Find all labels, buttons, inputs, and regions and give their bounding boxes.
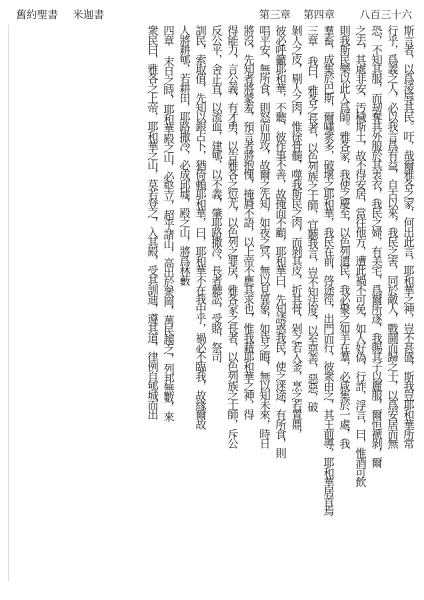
text-column: 剝人之皮，剔人之肉，惟徐骨髓，噬我斯民之肉，而剝其皮，折其骨，剁之若入釜，烹之若置鼎， [290, 25, 303, 438]
text-column: 人將耕郇，若耕田，耶路撒冷，必成邱墟，殿之山，將爲林藪 [178, 25, 191, 285]
text-column: 則我斯民樂以此人爲師。雅各家，我使之慶至，以色列遺民，我必聚之如羊在羣，必咸集於一處，我 [338, 25, 351, 448]
chapter-next-label: 第四章 [303, 9, 335, 21]
text-column: 三章 我曰，雅各之長者，以色列族之士師，宜聽我言，豈不知法度，以至惡善，惡惡，破 [306, 25, 319, 412]
chapter-label: 第三章 [259, 9, 291, 21]
book-title: 舊約聖書 [16, 9, 58, 21]
text-column: 將沒，先知者將蒙羞，預言者將抱愧，掩脣不語，以上帝不應其求也，惟我藉耶和華之神，得 [242, 25, 255, 419]
vertical-text-body [10, 25, 416, 581]
text-column: 衆民曰，雅各之上帝，耶和華之山，莫若登之，入其殿，受其訓迪，遵其道，律例自郇城而出 [146, 25, 159, 419]
text-column: 行乎，爲義之人，必以我言爲有益，自古以來，我民之害，同於敵人，戰鬪而歸之士，以爲安居而無 [386, 25, 399, 448]
margin-rule [8, 25, 9, 581]
text-column: 彼必呼籲耶和華，不聽，彼作事不善，故掩面不顧，耶和華曰，先知誘惑我民，使之迷途，有所食，則 [274, 25, 287, 458]
text-column: 斯言者，以爲淩辱其民。吁，哉爾雅各之家，何出此言，耶和華之神，豈不甚盛，斯我豈耶和華所常 [402, 25, 415, 448]
text-column: 訓民，索取值，先知以銀占卜，猶倚賴耶和華，曰，耶和華不在我中乎，禍必不臨我，故緣爾故 [194, 25, 207, 429]
text-column: 之去，其處非安，汚穢斯土，故不得安居，當往他方，遭此禍不可免，如人好偽，行詐，浮言，曰，惟酒可飲 [354, 25, 367, 486]
book-name: 米迦書 [72, 9, 105, 21]
text-column: 羣畜，成集於巴斯，爾嘯衆多，破壞之耶和華，我民在前，啓途徑，出門而行，彼衆由之，其王前導，耶和華居首焉 [322, 25, 335, 515]
text-column: 四章 末日之時，耶和華殿之山，必堅立，超乎諸山，高出於衆岡，萬民趨之，列邦無數，來 [162, 25, 175, 421]
page-frame [8, 10, 418, 588]
text-column: 反公平，舍正直，以流血，建郇，以不義，肇耶路撒冷，長者聽訟，受賂，祭司 [210, 25, 223, 362]
text-column: 得能力，言公義，有才勇，以告雅各之愆尤，以色列之罪戾，雅各家之長者，以色列族之士師，斥公 [226, 25, 239, 448]
running-header-left [16, 10, 104, 21]
running-header-right [259, 10, 412, 21]
text-column: 恐，不知其服，而刼奪其外服於其衷衣，我民之婦，有美宅，爲爾所逐，我賜其子以麗服，爾恒褫剝，爾 [370, 25, 383, 467]
text-column: 唱平安，無所食，則怒而加攻，故爾之先知，如夜之冥，無以見異象，如昏之晦，無以知未來，時日 [258, 25, 271, 448]
page-number: 八百三十六 [359, 9, 412, 21]
